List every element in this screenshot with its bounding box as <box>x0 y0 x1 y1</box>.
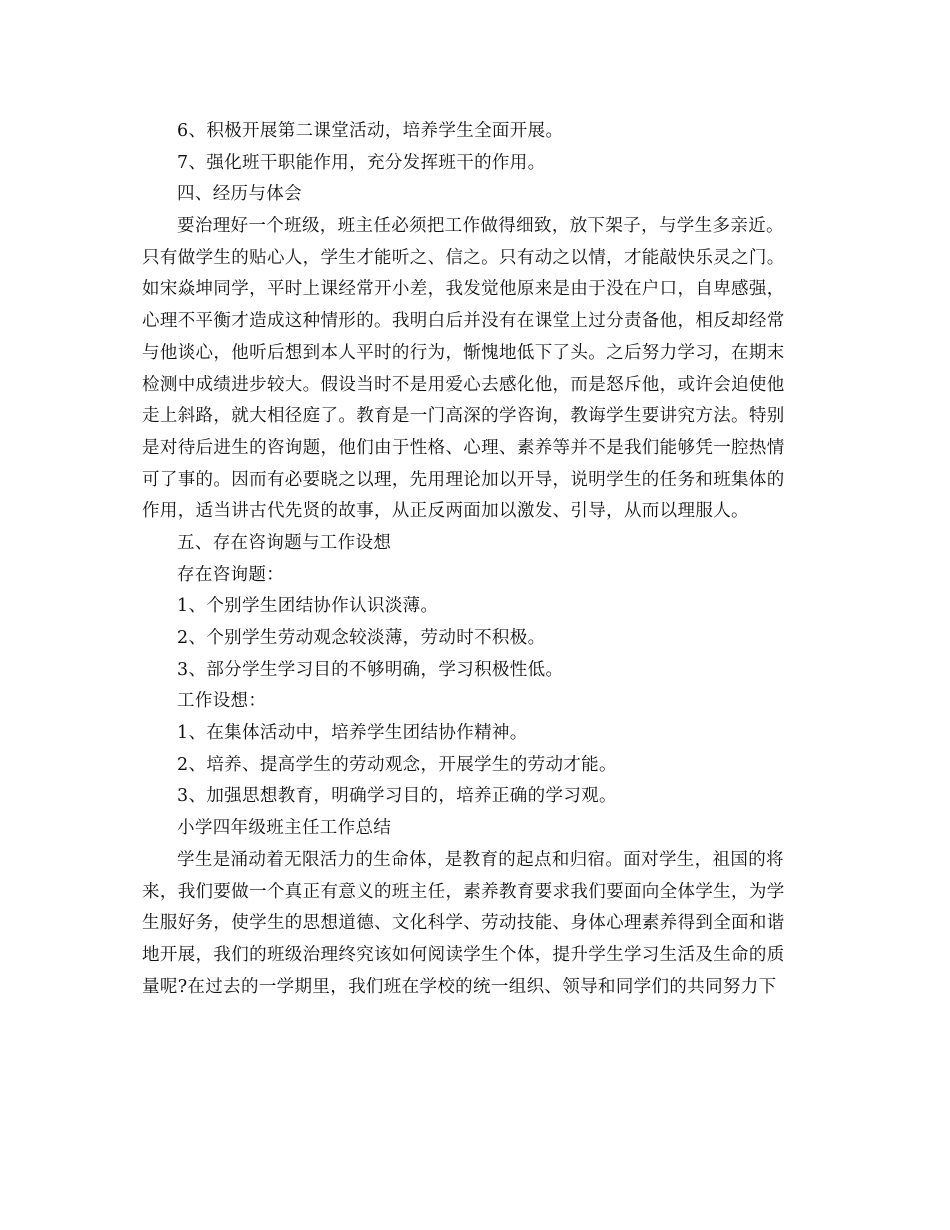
text-line: 存在咨询题： <box>177 564 285 585</box>
text-line: 6、积极开展第二课堂活动，培养学生全面开展。 <box>177 121 564 141</box>
text-line: 2、培养、提高学生的劳动观念，开展学生的劳动才能。 <box>177 754 617 775</box>
text-line: 学生是涌动着无限活力的生命体，是教育的起点和归宿。面对学生，祖国的将 <box>177 849 784 870</box>
text-line: 走上斜路，就大相径庭了。教育是一门高深的学咨询，教诲学生要讲究方法。特别 <box>142 406 785 427</box>
text-line: 3、部分学生学习目的不够明确，学习积极性低。 <box>177 659 564 680</box>
text-line: 与他谈心，他听后想到本人平时的行为，惭愧地低下了头。之后努力学习，在期末 <box>142 342 785 363</box>
text-line: 四、经历与体会 <box>177 184 302 205</box>
text-line: 量呢?在过去的一学期里，我们班在学校的统一组织、领导和同学们的共同努力下 <box>142 976 777 997</box>
text-line: 1、在集体活动中，培养学生团结协作精神。 <box>177 723 528 744</box>
text-line: 检测中成绩进步较大。假设当时不是用爱心去感化他，而是怒斥他，或许会迫使他 <box>142 374 785 395</box>
text-line: 生服好务，使学生的思想道德、文化科学、劳动技能、身体心理素养得到全面和谐 <box>142 913 785 934</box>
text-line: 可了事的。因而有必要晓之以理，先用理论加以开导，说明学生的任务和班集体的 <box>142 469 785 490</box>
text-line: 1、个别学生团结协作认识淡薄。 <box>177 596 439 617</box>
text-line: 是对待后进生的咨询题，他们由于性格、心理、素养等并不是我们能够凭一腔热情 <box>142 437 785 458</box>
text-line: 工作设想： <box>177 691 267 712</box>
text-line: 3、加强思想教育，明确学习目的，培养正确的学习观。 <box>177 786 617 807</box>
text-line: 小学四年级班主任工作总结 <box>177 818 392 839</box>
text-line: 要治理好一个班级，班主任必须把工作做得细致，放下架子，与学生多亲近。 <box>177 216 784 237</box>
text-line: 地开展，我们的班级治理终究该如何阅读学生个体，提升学生学习生活及生命的质 <box>142 944 785 965</box>
document-page <box>142 116 810 1003</box>
text-line: 2、个别学生劳动观念较淡薄，劳动时不积极。 <box>177 628 546 648</box>
text-line: 来，我们要做一个真正有意义的班主任，素养教育要求我们要面向全体学生，为学 <box>142 881 785 902</box>
text-line: 五、存在咨询题与工作设想 <box>177 532 392 553</box>
text-line: 只有做学生的贴心人，学生才能听之、信之。只有动之以情，才能敲快乐灵之门。 <box>142 247 785 268</box>
text-line: 心理不平衡才造成这种情形的。我明白后并没有在课堂上过分责备他，相反却经常 <box>142 311 785 332</box>
text-line: 如宋焱坤同学，平时上课经常开小差，我发觉他原来是由于没在户口，自卑感强， <box>142 279 785 300</box>
text-line: 作用，适当讲古代先贤的故事，从正反两面加以激发、引导，从而以理服人。 <box>142 501 749 522</box>
text-line: 7、强化班干职能作用，充分发挥班干的作用。 <box>177 152 546 173</box>
